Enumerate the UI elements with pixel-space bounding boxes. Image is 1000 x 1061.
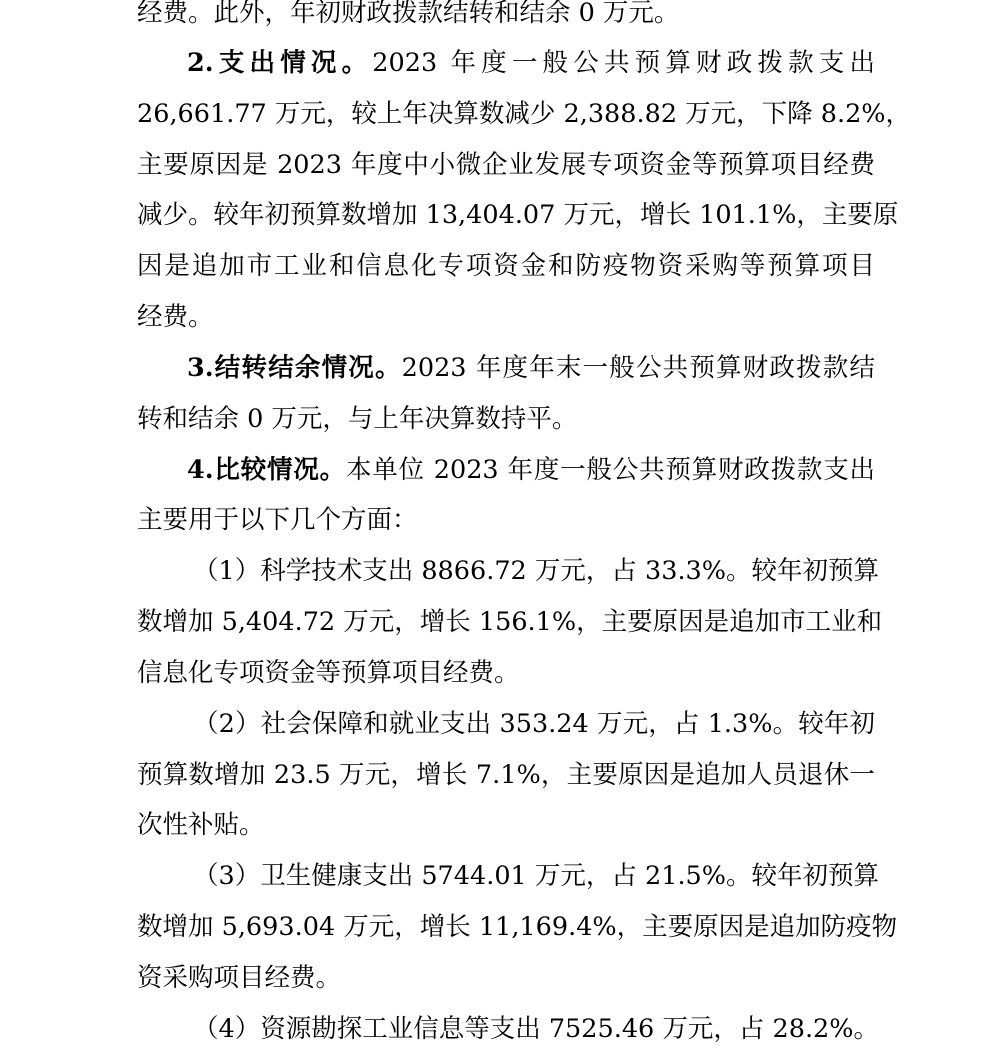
text-line: 减少。较年初预算数增加 13,404.07 万元，增长 101.1%，主要原 (137, 200, 899, 230)
heading-label: 3.结转结余情况。 (187, 353, 402, 383)
text-line: 次性补贴。 (137, 810, 265, 840)
text-line: 数增加 5,693.04 万元，增长 11,169.4%，主要原因是追加防疫物 (137, 912, 898, 942)
heading-label: 4.比较情况。 (187, 455, 346, 485)
section-heading-carryover (187, 348, 875, 400)
text-line: 因是追加市工业和信息化专项资金和防疫物资采购等预算项目 (137, 251, 875, 281)
heading-text: 2023 年度一般公共预算财政拨款支出 (372, 48, 875, 78)
text-line: 经费。此外，年初财政拨款结转和结余 0 万元。 (137, 0, 680, 28)
text-line: 26,661.77 万元，较上年决算数减少 2,388.82 万元，下降 8.2%， (137, 99, 912, 129)
text-line: 主要用于以下几个方面： (137, 505, 418, 535)
text-line: 信息化专项资金等预算项目经费。 (137, 658, 520, 688)
text-line: 预算数增加 23.5 万元，增长 7.1%，主要原因是追加人员退休一 (137, 760, 875, 790)
text-line: 资采购项目经费。 (137, 963, 342, 993)
heading-text: 本单位 2023 年度一般公共预算财政拨款支出 (345, 455, 875, 485)
text-line: 经费。 (137, 302, 214, 332)
text-line: 转和结余 0 万元，与上年决算数持平。 (137, 404, 578, 434)
heading-label: 2.支出情况。 (187, 48, 373, 78)
list-item-2: （2）社会保障和就业支出 353.24 万元，占 1.3%。较年初 (193, 709, 875, 739)
text-line: 数增加 5,404.72 万元，增长 156.1%，主要原因是追加市工业和 (137, 607, 883, 637)
heading-text: 2023 年度年末一般公共预算财政拨款结 (401, 353, 875, 383)
list-item-3: （3）卫生健康支出 5744.01 万元，占 21.5%。较年初预算 (193, 861, 879, 891)
list-item-4: （4）资源勘探工业信息等支出 7525.46 万元，占 28.2%。 (193, 1014, 879, 1044)
text-line: 主要原因是 2023 年度中小微企业发展专项资金等预算项目经费 (137, 150, 875, 180)
section-heading-expenditure (187, 43, 875, 95)
section-heading-comparison (187, 450, 875, 502)
list-item-1: （1）科学技术支出 8866.72 万元，占 33.3%。较年初预算 (193, 556, 879, 586)
